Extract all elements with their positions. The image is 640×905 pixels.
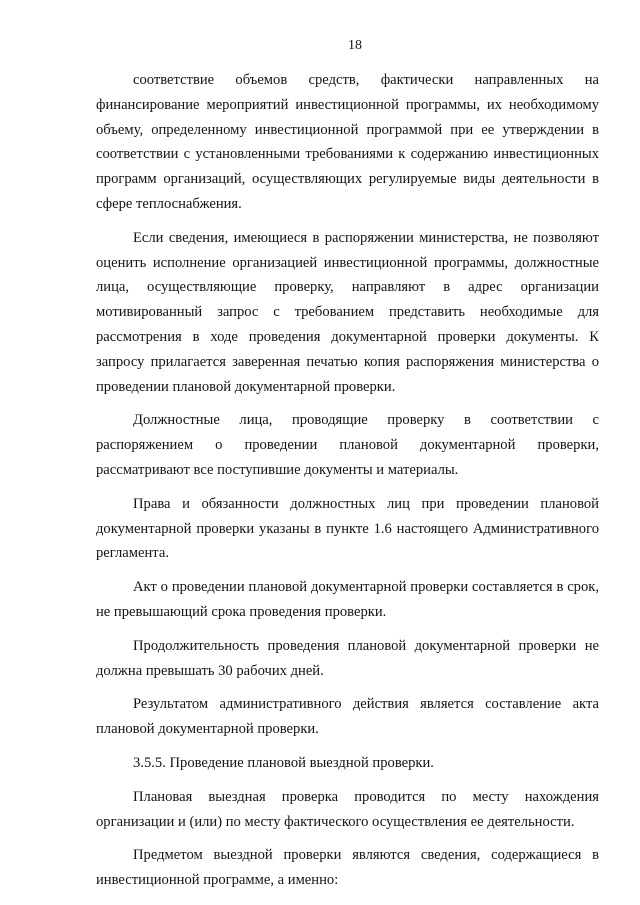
paragraph-1: соответствие объемов средств, фактически направленных на финансирование мероприятий инвестиционной программы, их необходимому объему, определенному инвестиционной программой при ее утверждении в соответствии с установленными требованиями к содержанию инвестиционных программ организаций, осуществляющих регулируемые виды деятельности в сфере теплоснабжения. <box>96 72 599 212</box>
paragraph-6: Продолжительность проведения плановой документарной проверки не должна превышать 30 рабочих дней. <box>96 637 599 679</box>
paragraph-3: Должностные лица, проводящие проверку в соответствии с распоряжением о проведении плановой документарной проверки, рассматривают все поступившие документы и материалы. <box>96 412 599 478</box>
paragraph-4: Права и обязанности должностных лиц при проведении плановой документарной проверки указаны в пункте 1.6 настоящего Административного регламента. <box>96 495 599 562</box>
paragraph-8: Плановая выездная проверка проводится по месту нахождения организации и (или) по месту фактического осуществления ее деятельности. <box>96 788 599 830</box>
paragraph-9: Предметом выездной проверки являются сведения, содержащиеся в инвестиционной программе, а именно: <box>96 847 599 889</box>
page-number: 18 <box>348 38 362 53</box>
paragraph-7: Результатом административного действия является составление акта плановой документарной проверки. <box>96 696 599 738</box>
section-heading-3-5-5: 3.5.5. Проведение плановой выездной проверки. <box>133 754 434 771</box>
paragraph-5: Акт о проведении плановой документарной проверки составляется в срок, не превышающий срока проведения проверки. <box>96 579 599 620</box>
paragraph-2: Если сведения, имеющиеся в распоряжении министерства, не позволяют оценить исполнение организацией инвестиционной программы, должностные лица, осуществляющие проверку, направляют в адрес организации мотивированный запрос с требованием представить необходимые для рассмотрения в ходе проведения документарной проверки документы. К запросу прилагается заверенная печатью копия распоряжения министерства о проведении плановой документарной проверки. <box>96 229 599 395</box>
